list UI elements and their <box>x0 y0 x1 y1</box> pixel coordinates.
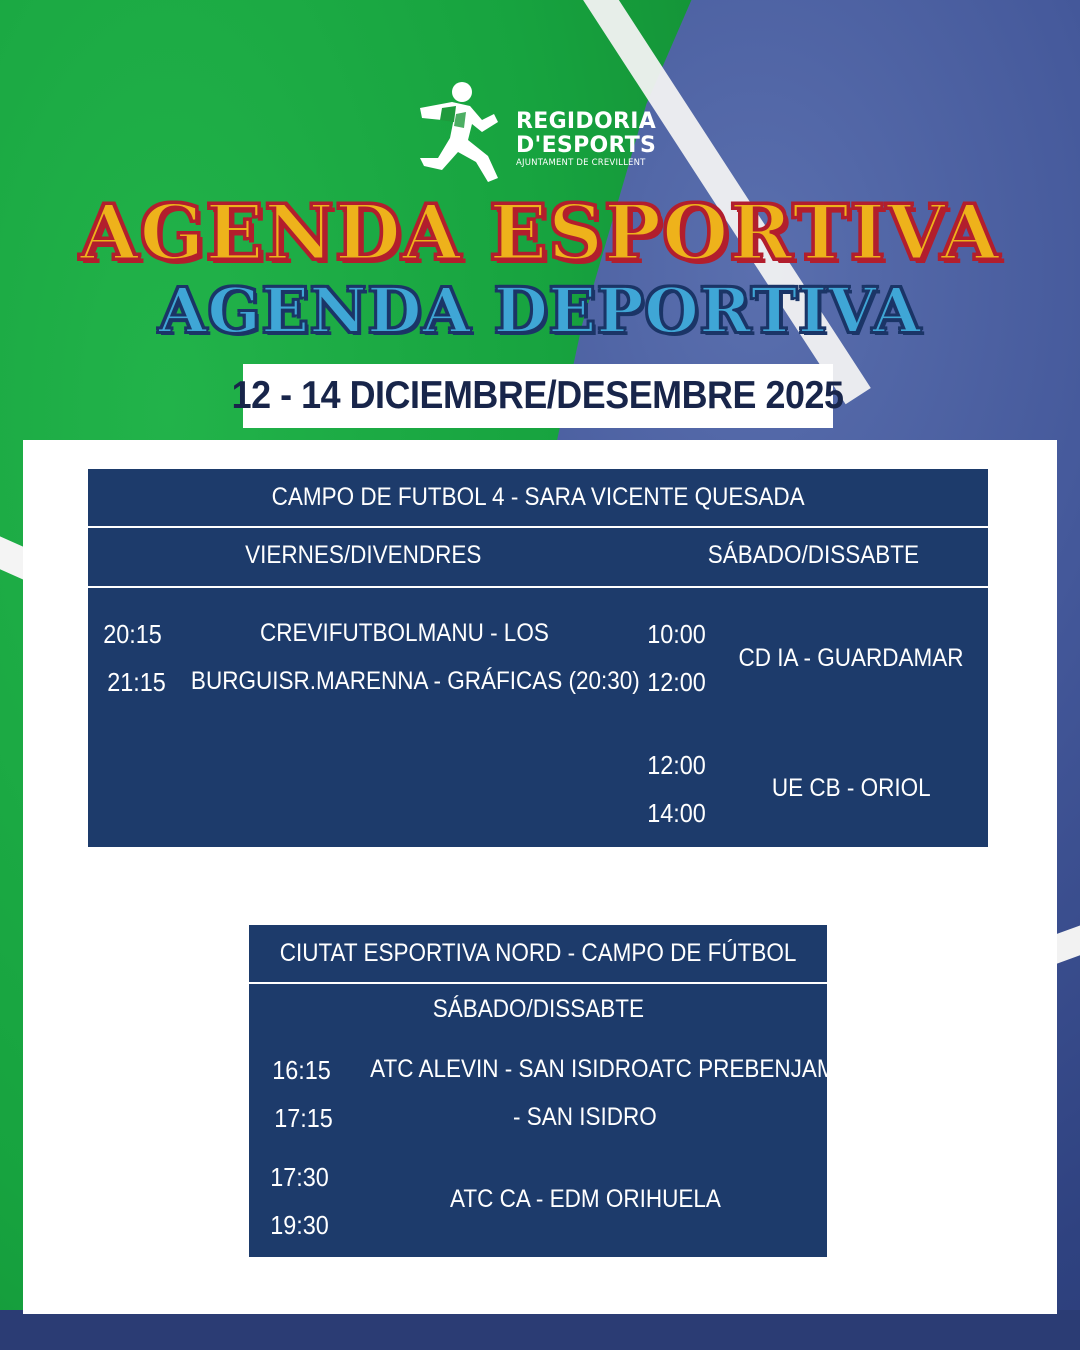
v2-match1-line2: - SAN ISIDRO <box>513 1103 657 1131</box>
venue1-table <box>88 469 988 847</box>
bottom-stripe <box>0 1310 1080 1350</box>
date-banner <box>232 364 844 428</box>
sat-match2-start: 12:00 <box>647 750 706 780</box>
v2-match1-end: 17:15 <box>274 1103 333 1133</box>
venue2-header <box>249 925 827 984</box>
venue2-table <box>249 925 859 1257</box>
sat-match2: UE CB - ORIOL <box>771 774 931 802</box>
venue1-day-saturday: SÁBADO/DISSABTE <box>707 541 919 569</box>
sat-match1: CD IA - GUARDAMAR <box>738 644 964 672</box>
v2-match2: ATC CA - EDM ORIHUELA <box>449 1185 721 1213</box>
fri-time-end: 21:15 <box>107 667 166 697</box>
v2-match2-end: 19:30 <box>270 1210 329 1240</box>
v2-match1-line1: ATC ALEVIN - SAN ISIDROATC PREBENJAMIN <box>370 1055 859 1083</box>
regidoria-esports-logo <box>412 78 672 183</box>
fri-time-start: 20:15 <box>103 619 162 649</box>
venue2-day-saturday: SÁBADO/DISSABTE <box>432 995 644 1023</box>
sat-match1-start: 10:00 <box>647 619 706 649</box>
title-agenda-deportiva: AGENDA DEPORTIVA <box>158 274 922 347</box>
v2-match1-start: 16:15 <box>272 1055 331 1085</box>
logo-line3: AJUNTAMENT DE CREVILLENT <box>516 158 646 168</box>
title-agenda-esportiva: AGENDA ESPORTIVA <box>79 188 1001 277</box>
sat-match1-end: 12:00 <box>647 667 706 697</box>
logo-text <box>516 110 656 169</box>
venue1-header <box>88 469 988 528</box>
logo-line1: REGIDORIA <box>516 109 657 134</box>
runner-icon <box>412 78 508 182</box>
fri-match-line1: CREVIFUTBOLMANU - LOS <box>259 619 549 647</box>
venue1-day-friday: VIERNES/DIVENDRES <box>244 541 482 569</box>
fri-match-line2: BURGUISR.MARENNA - GRÁFICAS (20:30) <box>190 667 640 695</box>
venue1-name: CAMPO DE FUTBOL 4 - SARA VICENTE QUESADA <box>271 483 805 511</box>
v2-match2-start: 17:30 <box>270 1162 329 1192</box>
venue1-days-row <box>88 528 988 588</box>
date-text: 12 - 14 DICIEMBRE/DESEMBRE 2025 <box>232 374 844 417</box>
sat-match2-end: 14:00 <box>647 798 706 828</box>
venue2-name: CIUTAT ESPORTIVA NORD - CAMPO DE FÚTBOL <box>279 939 797 967</box>
logo-line2: D'ESPORTS <box>516 133 657 158</box>
